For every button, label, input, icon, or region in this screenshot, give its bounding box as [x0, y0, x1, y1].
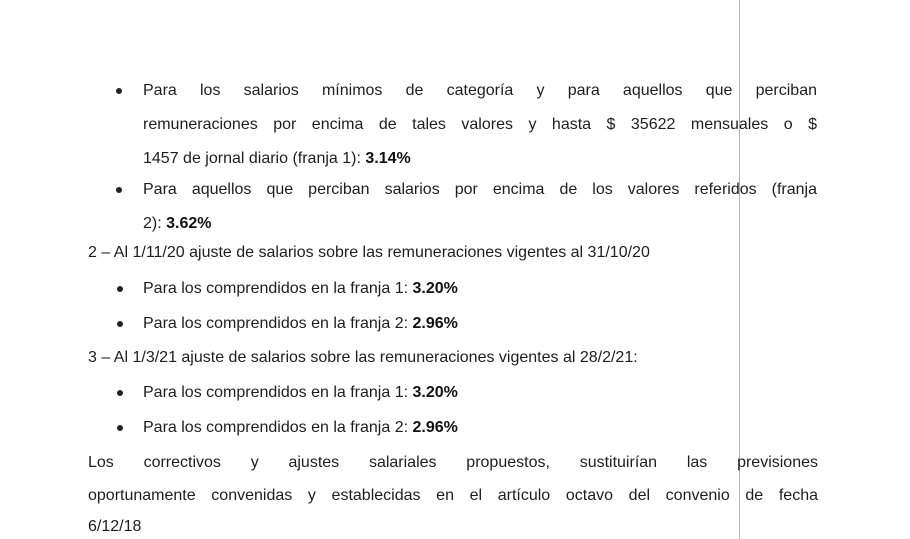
- paragraph-line: [143, 149, 411, 169]
- text: 2):: [143, 215, 167, 232]
- paragraph-line: [143, 214, 212, 234]
- list-item: [143, 418, 458, 438]
- section-heading: 2 – Al 1/11/20 ajuste de salarios sobre las remuneraciones vigentes al 31/10/20: [88, 244, 650, 261]
- paragraph-line: Para los salarios mínimos de categoría y para aquellos que perciban: [143, 82, 817, 99]
- bullet-dot: [117, 390, 123, 396]
- paragraph-line: Para aquellos que perciban salarios por encima de los valores referidos (franja: [143, 181, 817, 198]
- text: 1457 de jornal diario (franja 1):: [143, 150, 366, 167]
- paragraph-line: remuneraciones por encima de tales valores y hasta $ 35622 mensuales o $: [143, 116, 817, 133]
- text: Para los comprendidos en la franja 1:: [143, 384, 413, 401]
- list-item: [143, 383, 458, 403]
- bullet-dot: [116, 187, 122, 193]
- paragraph-line: Los correctivos y ajustes salariales propuestos, sustituirían las previsiones: [88, 454, 818, 471]
- percentage-value: 3.62%: [166, 215, 212, 232]
- text: Para los comprendidos en la franja 2:: [143, 315, 413, 332]
- percentage-value: 2.96%: [412, 419, 458, 436]
- list-item: [143, 314, 458, 334]
- list-item: [143, 279, 458, 299]
- bullet-dot: [117, 286, 123, 292]
- percentage-value: 3.20%: [412, 280, 458, 297]
- bullet-dot: [116, 88, 122, 94]
- section-heading: 3 – Al 1/3/21 ajuste de salarios sobre las remuneraciones vigentes al 28/2/21:: [88, 349, 638, 366]
- percentage-value: 3.20%: [412, 384, 458, 401]
- percentage-value: 3.14%: [365, 150, 411, 167]
- paragraph-line: 6/12/18: [88, 518, 142, 535]
- bullet-dot: [117, 425, 123, 431]
- bullet-dot: [117, 321, 123, 327]
- text: Para los comprendidos en la franja 1:: [143, 280, 413, 297]
- percentage-value: 2.96%: [412, 315, 458, 332]
- text: Para los comprendidos en la franja 2:: [143, 419, 413, 436]
- paragraph-line: oportunamente convenidas y establecidas en el artículo octavo del convenio de fecha: [88, 487, 818, 504]
